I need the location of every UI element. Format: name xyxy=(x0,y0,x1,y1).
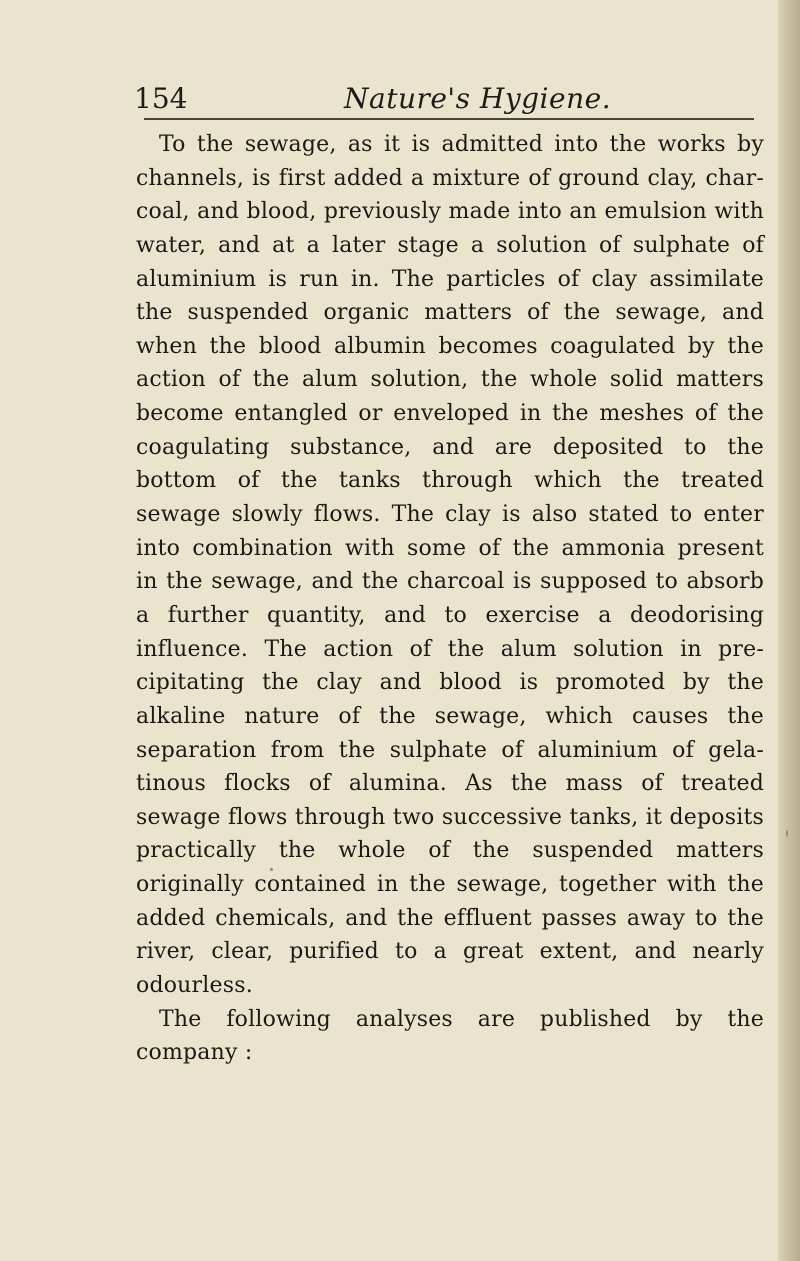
text-line: the suspended organic matters of the sewage, and xyxy=(136,300,764,326)
running-head xyxy=(134,76,774,124)
text-line: tinous flocks of alumina. As the mass of treated xyxy=(136,771,764,797)
text-line: alkaline nature of the sewage, which causes the xyxy=(136,703,764,729)
text-line: aluminium is run in. The particles of clay assimilate xyxy=(136,266,764,292)
text-line: company : xyxy=(136,1040,253,1066)
text-line: The following analyses are published by the xyxy=(159,1006,764,1032)
text-line: originally contained in the sewage, together with the xyxy=(136,872,764,898)
text-line: water, and at a later stage a solution of sulphate of xyxy=(136,232,764,258)
text-line: sewage flows through two successive tanks, it deposits xyxy=(136,804,764,830)
text-line: in the sewage, and the charcoal is supposed to absorb xyxy=(136,569,764,595)
text-line: practically the whole of the suspended matters xyxy=(136,838,764,864)
text-line: influence. The action of the alum solution in pre- xyxy=(136,636,764,662)
text-line: become entangled or enveloped in the meshes of the xyxy=(136,401,764,427)
text-line: into combination with some of the ammonia present xyxy=(136,535,764,561)
text-line: separation from the sulphate of aluminium of gela- xyxy=(136,737,764,763)
header-rule xyxy=(144,118,754,120)
text-line: coal, and blood, previously made into an emulsion with xyxy=(136,199,764,225)
paper-speck xyxy=(270,868,273,871)
text-line: a further quantity, and to exercise a deodorising xyxy=(136,602,764,628)
page-gutter-shadow xyxy=(778,0,800,1261)
running-title: Nature's Hygiene. xyxy=(344,82,612,115)
text-line: coagulating substance, and are deposited to the xyxy=(136,434,764,460)
text-line: To the sewage, as it is admitted into the works by xyxy=(159,132,764,157)
text-line: river, clear, purified to a great extent, and nearly xyxy=(136,939,764,965)
text-line: odourless. xyxy=(136,973,253,999)
text-line: sewage slowly flows. The clay is also stated to enter xyxy=(136,502,764,528)
text-line: added chemicals, and the effluent passes away to the xyxy=(136,905,764,931)
text-line: action of the alum solution, the whole solid matters xyxy=(136,367,764,393)
page-number: 154 xyxy=(134,82,188,115)
text-line: channels, is first added a mixture of ground clay, char- xyxy=(136,165,764,191)
text-line: bottom of the tanks through which the treated xyxy=(136,468,764,494)
paper-speck xyxy=(786,830,788,837)
body-text xyxy=(136,128,764,1070)
text-line: cipitating the clay and blood is promoted by the xyxy=(136,670,764,696)
text-line: when the blood albumin becomes coagulated by the xyxy=(136,333,764,359)
